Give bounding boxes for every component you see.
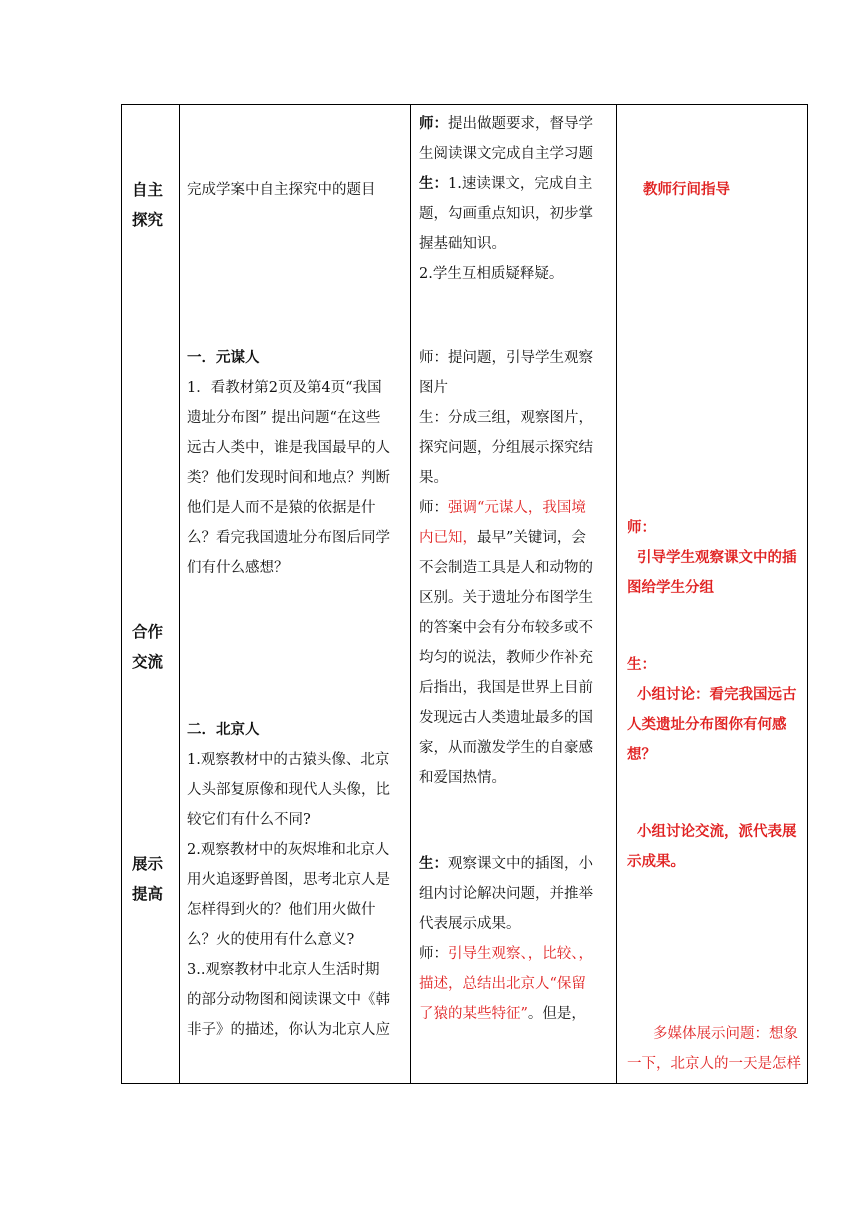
activities-self-study bbox=[419, 109, 615, 289]
note-text: 图给学生分组 bbox=[627, 579, 714, 596]
text-line: 怎样得到火的？他们用火做什 bbox=[187, 902, 376, 918]
stage-label: 自主 bbox=[132, 181, 164, 199]
emphasis-text: 了猿的某些特征” bbox=[419, 1006, 528, 1022]
stage-self-study bbox=[132, 175, 174, 235]
text-line: 用火追逐野兽图，思考北京人是 bbox=[187, 872, 390, 888]
activity-text: 师：提问题，引导学生观察 bbox=[419, 350, 593, 366]
activity-text: 组内讨论解决问题，并推举 bbox=[419, 886, 593, 902]
text-line: 区别。关于遗址分布图学生 bbox=[419, 590, 593, 606]
text-line: 人头部复原像和现代人头像，比 bbox=[187, 782, 390, 798]
text-line: 和爱国热情。 bbox=[419, 770, 506, 786]
teacher-label: 师： bbox=[419, 946, 448, 962]
student-label: 生： bbox=[419, 175, 448, 192]
note-text: 想？ bbox=[627, 746, 656, 763]
self-study-task bbox=[187, 175, 411, 205]
column-divider bbox=[616, 105, 617, 1083]
activity-text: 代表展示成果。 bbox=[419, 916, 521, 932]
text-line: 非子》的描述，你认为北京人应 bbox=[187, 1022, 390, 1038]
activity-text: 提出做题要求，督导学 bbox=[448, 116, 593, 132]
text-line: 么？看完我国遗址分布图后同学 bbox=[187, 530, 390, 546]
emphasis-text: 强调“元谋人，我国境 bbox=[448, 500, 586, 516]
emphasis-text: 内已知， bbox=[419, 530, 477, 546]
emphasis-text: 引导生观察、，比较、， bbox=[448, 946, 593, 962]
student-label: 生： bbox=[627, 656, 656, 673]
note-text: 小组讨论交流，派代表展 bbox=[637, 823, 797, 840]
activity-text: 果。 bbox=[419, 470, 448, 486]
note-text: 小组讨论：看完我国远古 bbox=[637, 686, 797, 703]
text-line: 类？他们发现时间和地点？判断 bbox=[187, 470, 390, 486]
activity-text: 生阅读课文完成自主学习题 bbox=[419, 146, 593, 162]
activity-text: 最早”关键词，会 bbox=[477, 530, 586, 546]
text-line: 家，从而激发学生的自豪感 bbox=[419, 740, 593, 756]
emphasis-text: 描述，总结出北京人“保留 bbox=[419, 976, 586, 992]
stage-label: 提高 bbox=[132, 885, 164, 903]
section-yuanmou bbox=[187, 343, 411, 583]
activity-text: 生：分成三组，观察图片， bbox=[419, 410, 593, 426]
lesson-plan-table bbox=[121, 104, 808, 1084]
stage-cooperation bbox=[132, 617, 174, 677]
note-teacher-guidance bbox=[627, 175, 805, 205]
text-line: 么？火的使用有什么意义? bbox=[187, 932, 355, 948]
note-text: 教师行间指导 bbox=[643, 181, 730, 198]
stage-label: 合作 bbox=[132, 623, 164, 641]
text-line: 3..观察教材中北京人生活时期 bbox=[187, 962, 380, 978]
teacher-label: 师： bbox=[627, 519, 656, 536]
text-line: 发现远古人类遗址最多的国 bbox=[419, 710, 593, 726]
activity-text: 观察课文中的插图，小 bbox=[448, 856, 593, 872]
text-line: 遗址分布图” 提出问题“在这些 bbox=[187, 410, 381, 426]
stage-label: 展示 bbox=[132, 855, 164, 873]
student-label: 生： bbox=[419, 855, 448, 872]
activities-cooperation bbox=[419, 343, 615, 793]
text-line: 不会制造工具是人和动物的 bbox=[419, 560, 593, 576]
text-line: 他们是人而不是猿的依据是什 bbox=[187, 500, 376, 516]
text-line: 后指出，我国是世界上目前 bbox=[419, 680, 593, 696]
activity-text: 图片 bbox=[419, 380, 448, 396]
note-text: 一下，北京人的一天是怎样 bbox=[627, 1056, 801, 1072]
activity-text: 握基础知识。 bbox=[419, 236, 506, 252]
note-text: 人类遗址分布图你有何感 bbox=[627, 716, 787, 733]
activity-text: 。但是， bbox=[527, 1006, 586, 1022]
text-line: 的答案中会有分布较多或不 bbox=[419, 620, 593, 636]
note-text: 引导学生观察课文中的插 bbox=[637, 549, 797, 566]
task-text: 完成学案中自主探究中的题目 bbox=[187, 182, 376, 198]
note-presentation bbox=[627, 817, 805, 877]
note-multimedia bbox=[627, 1019, 805, 1079]
note-text: 示成果。 bbox=[627, 853, 685, 870]
activity-text: 题，勾画重点知识，初步掌 bbox=[419, 206, 593, 222]
section-title: 二．北京人 bbox=[187, 721, 260, 738]
note-discussion bbox=[627, 650, 805, 770]
teacher-label: 师： bbox=[419, 115, 448, 132]
text-line: 1．看教材第2页及第4页“我国 bbox=[187, 380, 382, 396]
text-line: 较它们有什么不同? bbox=[187, 812, 311, 828]
activities-presentation bbox=[419, 849, 615, 1029]
note-grouping bbox=[627, 513, 805, 603]
text-line: 均匀的说法，教师少作补充 bbox=[419, 650, 593, 666]
activity-lines bbox=[419, 553, 615, 793]
activity-text: 1.速读课文，完成自主 bbox=[448, 176, 593, 192]
stage-label: 探究 bbox=[132, 211, 164, 229]
section-title: 一．元谋人 bbox=[187, 349, 260, 366]
question-list bbox=[187, 745, 411, 1045]
text-line: 1.观察教材中的古猿头像、北京 bbox=[187, 752, 390, 768]
activity-text: 2.学生互相质疑释疑。 bbox=[419, 266, 564, 282]
activity-text: 探究问题，分组展示探究结 bbox=[419, 440, 593, 456]
text-line: 们有什么感想？ bbox=[187, 560, 289, 576]
text-line: 2.观察教材中的灰烬堆和北京人 bbox=[187, 842, 390, 858]
text-line: 的部分动物图和阅读课文中《韩 bbox=[187, 992, 390, 1008]
text-line: 远古人类中，谁是我国最早的人 bbox=[187, 440, 390, 456]
column-divider bbox=[179, 105, 180, 1083]
question-list bbox=[187, 373, 411, 583]
stage-presentation bbox=[132, 849, 174, 909]
stage-label: 交流 bbox=[132, 653, 164, 671]
section-beijing bbox=[187, 715, 411, 1045]
note-text: 多媒体展示问题：想象 bbox=[653, 1026, 798, 1042]
teacher-label: 师： bbox=[419, 500, 448, 516]
